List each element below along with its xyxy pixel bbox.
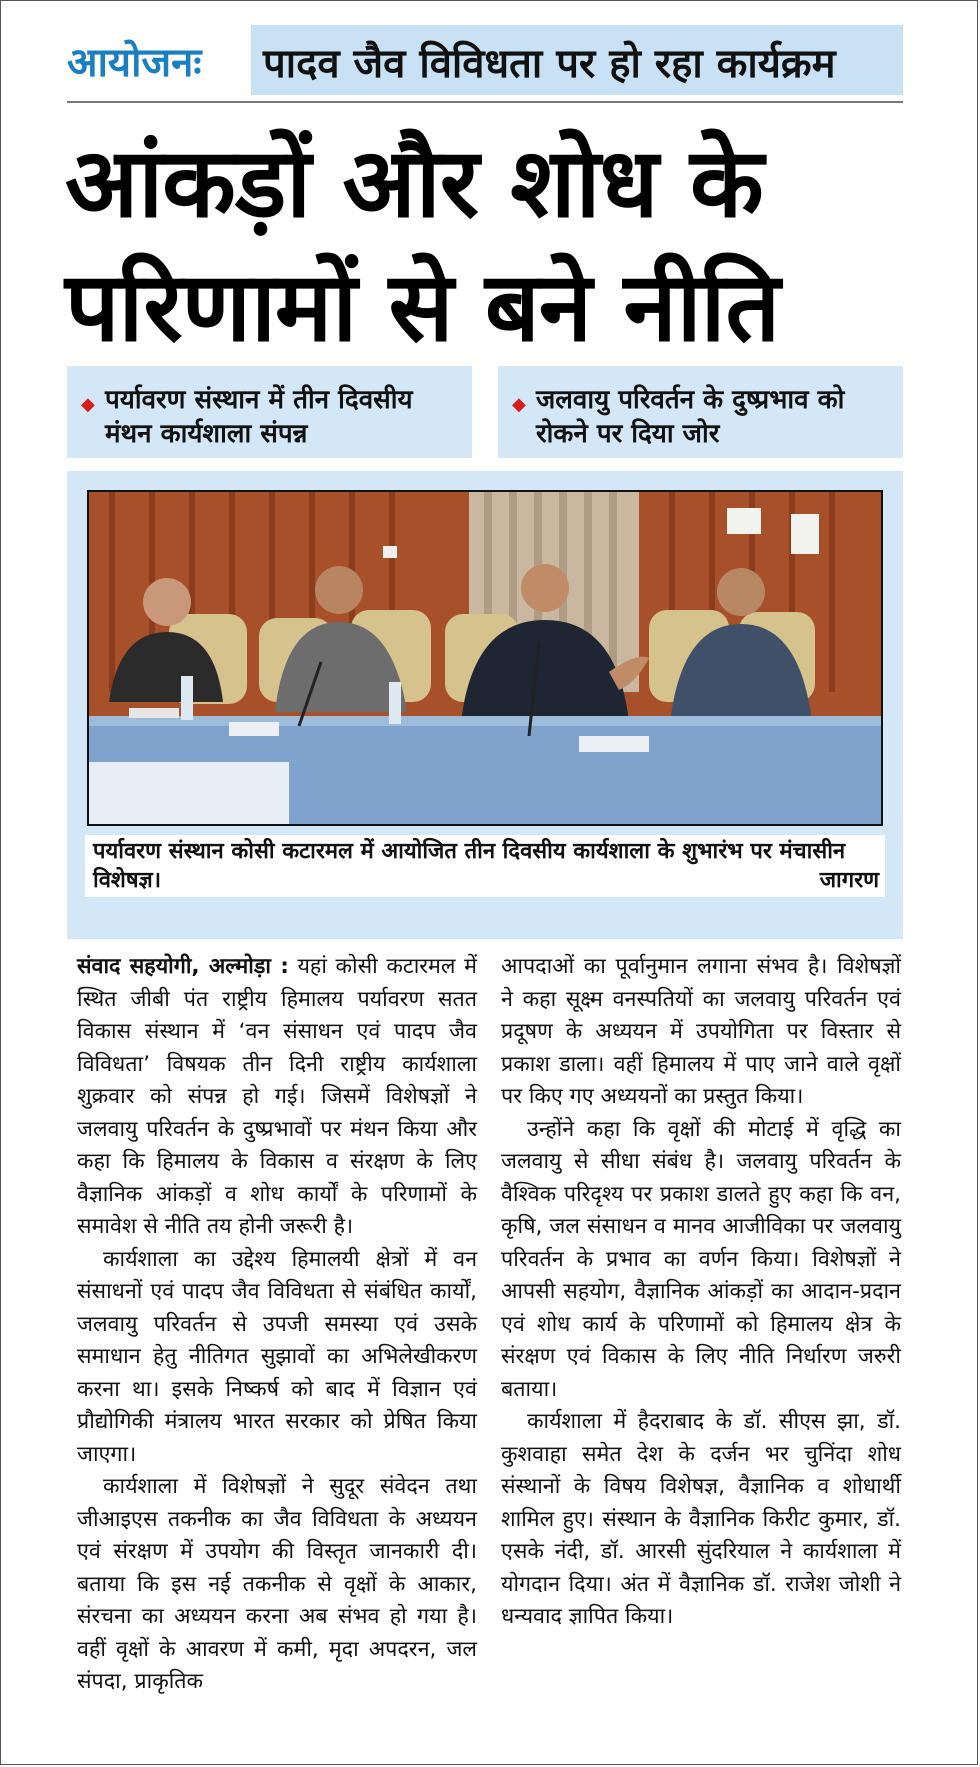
paragraph-text: यहां कोसी कटारमल में स्थित जीबी पंत राष्ट्रीय हिमालय पर्यावरण सतत विकास संस्थान में ‘वन संसाधन एवं पादप जैव विविधता’ विषयक तीन दिनी राष्ट्रीय कार्यशाला शुक्रवार को संपन्न हो गई। जिसमें विशेषज्ञों ने जलवायु परिवर्तन के दुष्प्रभावों पर मंथन किया और कहा कि हिमालय के विकास व संरक्षण के लिए वैज्ञानिक आंकड़ों व शोध कार्यों के परिणामों के समावेश से नीति तय होनी जरूरी है। (77, 954, 477, 1239)
article-paragraph: कार्यशाला में हैदराबाद के डॉ. सीएस झा, डॉ. कुशवाहा समेत देश के दर्जन भर चुनिंदा शोध संस्थानों के विषय विशेषज्ञ, वैज्ञानिक व शोधार्थी शामिल हुए। संस्थान के वैज्ञानिक किरीट कुमार, डॉ. एसके नंदी, डॉ. आरसी सुंदरियाल ने कार्यशाला में योगदान दिया। अंत में वैज्ञानिक डॉ. राजेश जोशी ने धन्यवाद ज्ञापित किया। (501, 1409, 901, 1629)
photo-panel (67, 471, 903, 939)
highlight-box-2 (498, 366, 903, 458)
article-column-1 (77, 951, 477, 1699)
article-paragraph: आपदाओं का पूर्वानुमान लगाना संभव है। विशेषज्ञों ने कहा सूक्ष्म वनस्पतियों का जलवायु परिवर्तन एवं प्रदूषण के अध्ययन में उपयोगिता पर विस्तार से प्रकाश डाला। वहीं हिमालय में पाए जाने वाले वृक्षों पर किए गए अध्ययनों का प्रस्तुत किया। (501, 954, 901, 1109)
highlight-box-1 (67, 366, 472, 458)
highlight-text-1: पर्यावरण संस्थान में तीन दिवसीय मंथन कार्यशाला संपन्न (105, 385, 413, 449)
headline-line-2: परिणामों से बने नीति (65, 251, 780, 363)
headline-line-1: आंकड़ों और शोध के (65, 127, 763, 239)
photo-illustration (89, 492, 881, 824)
topic-text: पादव जैव विविधता पर हो रहा कार्यक्रम (263, 41, 836, 87)
news-photo (87, 490, 883, 826)
article-paragraph: कार्यशाला का उद्देश्य हिमालयी क्षेत्रों में वन संसाधनों एवं पादप जैव विविधता से संबंधित कार्यों, जलवायु परिवर्तन से उपजी समस्या एवं उसके समाधान हेतु नीतिगत सुझावों का अभिलेखीकरण करना था। इसके निष्कर्ष को बाद में विज्ञान एवं प्रौद्योगिकी मंत्रालय भारत सरकार को प्रेषित किया जाएगा। (77, 1246, 477, 1467)
photo-credit: जागरण (819, 868, 879, 893)
article-column-2 (501, 951, 901, 1634)
article-paragraph: कार्यशाला में विशेषज्ञों ने सुदूर संवेदन तथा जीआइएस तकनीक का जैव विविधता के अध्ययन एवं संरक्षण में उपयोग की विस्तृत जानकारी दी। बताया कि इस नई तकनीक से वृक्षों के आकार, संरचना का अध्ययन करना अब संभव हो गया है। वहीं वृक्षों के आवरण में कमी, मृदा अपदरन, जल संपदा, प्राकृतिक (77, 1474, 477, 1694)
red-diamond-icon: ◆ (512, 394, 526, 415)
photo-caption (85, 835, 885, 897)
article-paragraph: उन्होंने कहा कि वृक्षों की मोटाई में वृद्धि का जलवायु से सीधा संबंध है। जलवायु परिवर्तन के वैश्विक परिदृश्य पर प्रकाश डालते हुए कहा कि वन, कृषि, जल संसाधन व मानव आजीविका पर जलवायु परिवर्तन के प्रभाव का वर्णन किया। विशेषज्ञों ने आपसी सहयोग, वैज्ञानिक आंकड़ों का आदान-प्रदान एवं शोध कार्य के परिणामों को हिमालय क्षेत्र के संरक्षण एवं विकास के लिए नीति निर्धारण जरुरी बताया। (501, 1116, 901, 1402)
caption-text: पर्यावरण संस्थान कोसी कटारमल में आयोजित तीन दिवसीय कार्यशाला के शुभारंभ पर मंचासीन विशेषज्ञ। (93, 839, 846, 893)
header-divider (67, 101, 903, 103)
headline (65, 121, 905, 369)
highlight-text-2: जलवायु परिवर्तन के दुष्प्रभाव को रोकने पर दिया जोर (536, 385, 845, 449)
topic-label: आयोजनः (67, 40, 202, 86)
red-diamond-icon: ◆ (81, 394, 95, 415)
topic-strip (67, 25, 903, 95)
topic-bar (251, 25, 903, 95)
dateline: संवाद सहयोगी, अल्मोड़ा : (77, 954, 289, 979)
article-paragraph (77, 951, 477, 1244)
